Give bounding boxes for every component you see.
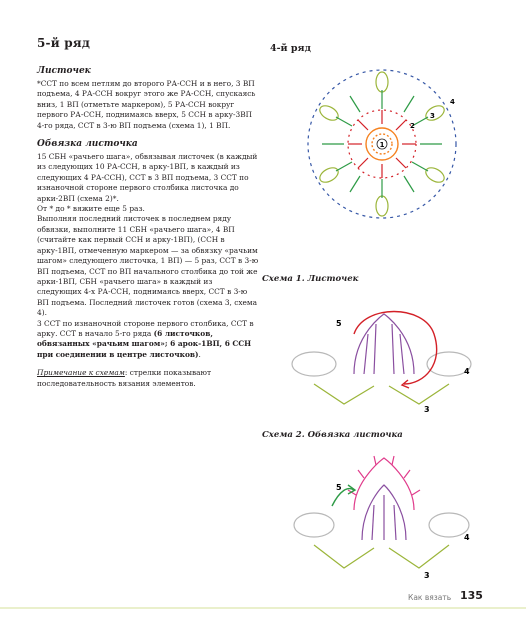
footer-rule (0, 607, 526, 609)
edging-text-4a: 3 ССТ по изнаночной стороне первого столбика, ССТ в арку. ССТ в начало 5-го ряда (37, 318, 254, 338)
purple-leaf-stitches (354, 314, 414, 374)
round-2-label: 2 (410, 122, 415, 130)
edging-subtitle: Обвязка листочка (37, 139, 138, 150)
page-number: 135 (460, 589, 483, 602)
leaf-instructions: *ССТ по всем петлям до второго РА-ССН и в него, 3 ВП подъема, 4 РА-ССН вокруг этого же РА-ССН, спускаясь вниз, 1 ВП (отметьте маркером), 5 РА-ССН вокруг первого РА-ССН, поднимаясь вверх, 5 ССН в арку-3ВП 4-го ряда, ССТ в 3-ю ВП подъема (схема 1), 1 ВП. (37, 79, 256, 130)
edging-instructions-1: 15 СБН «рачьего шага», обвязывая листочек (в каждый из следующих 10 РА-ССН, в арку-1ВП, в каждый из следующих 4 РА-ССН), ССТ в 3 ВП подъема, 3 ССТ по изнаночной стороне первого столбика листочка до арки-2ВП (схема 2)*. (37, 152, 258, 203)
edging-instructions-2: От * до * вяжите еще 5 раз. (37, 204, 145, 214)
purple-leaf-stitches (362, 485, 406, 540)
edging-instructions-4 (37, 319, 259, 361)
round-3-label: 3 (430, 112, 435, 120)
edging-text-4c: . (198, 349, 201, 359)
leaf-subtitle: Листочек (37, 66, 91, 76)
footer-section-name: Как вязать (408, 593, 452, 602)
scheme-2-label-3: 3 (424, 571, 430, 580)
scheme-1-label-5: 5 (336, 319, 342, 328)
olive-base-arcs (314, 384, 449, 404)
gray-side-leaves (294, 513, 469, 537)
schemes-note (37, 368, 259, 389)
right-column (262, 0, 526, 631)
scheme-1-leaf-diagram (284, 294, 484, 414)
note-label: Примечание к схемам (37, 368, 125, 378)
round-4-label: 4 (450, 98, 455, 106)
scheme-2-title: Схема 2. Обвязка листочка (262, 430, 403, 440)
row4-title: 4-й ряд (270, 43, 311, 54)
scheme-2-edging-diagram (284, 450, 484, 580)
scheme-1-label-4: 4 (464, 367, 470, 376)
scheme-2-label-5: 5 (336, 483, 342, 492)
left-column (37, 36, 259, 389)
gray-side-leaves (292, 352, 471, 376)
row-title: 5-й ряд (37, 36, 91, 50)
edging-text-4b-bold: (6 листочков, обвязанных «рачьим шагом»; 6 арок-1ВП, 6 ССН при соединении в центре листочков) (37, 328, 252, 359)
row4-circular-diagram (302, 64, 462, 224)
scheme-2-label-4: 4 (464, 533, 470, 542)
scheme-1-title: Схема 1. Листочек (262, 274, 359, 284)
edging-instructions-3: Выполняя последний листочек в последнем ряду обвязки, выполните 11 СБН «рачьего шага», 4 ВП (считайте как первый ССН и арку-1ВП), (ССН в арку-1ВП, отмеченную маркером — за обвязку «рачьим шагом» следующего листочка, 1 ВП) — 5 раз, ССТ в 3-ю ВП подъема, ССТ по ВП начального столбика до той же арки-1ВП, СБН «рачьего шага» в каждый из следующих 4-х РА-ССН, поднимаясь вверх, ССТ в 3-ю ВП подъема. Последний листочек готов (схема 3, схема 4). (37, 214, 259, 318)
round-1-label: 1 (379, 141, 385, 149)
olive-base-arcs (314, 545, 449, 568)
scheme-1-label-3: 3 (424, 405, 430, 414)
note-text: : стрелки показывают последовательность вязания элементов. (37, 368, 212, 388)
